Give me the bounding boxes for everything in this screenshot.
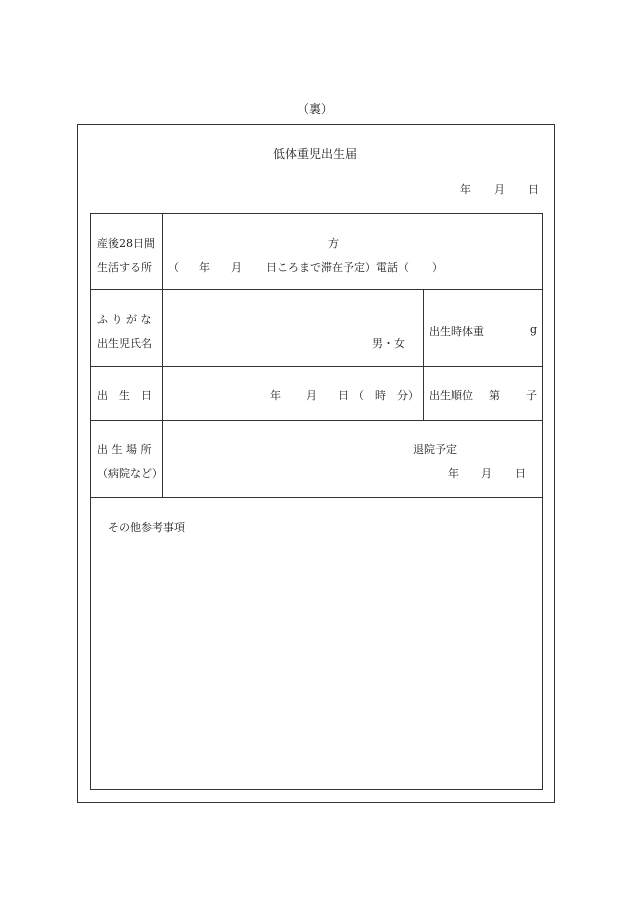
discharge-day[interactable]: 日 [515,467,526,480]
submit-date-day[interactable]: 日 [528,183,539,196]
birth-order-label: 出生順位 [429,389,473,402]
submit-date-year[interactable]: 年 [460,183,471,196]
residence-stay-year[interactable]: 年 [199,261,210,274]
name-label-line1: ふ り が な [97,313,152,326]
residence-label-line2: 生活する所 [97,261,152,274]
name-label-line2: 出生児氏名 [97,337,152,350]
row-divider [90,366,543,367]
residence-open-paren: （ [168,261,179,274]
form-title: 低体重児出生届 [272,147,357,161]
residence-label-line1: 産後28日間 [97,237,155,250]
birth-weight-unit: g [530,323,538,336]
residence-stay-month[interactable]: 月 [231,261,242,274]
place-label-line2: （病院など） [97,467,163,480]
birth-time[interactable]: （ 時 分） [353,389,419,402]
right-column-divider [423,289,424,420]
birthdate-day[interactable]: 日 [338,389,349,402]
residence-close-paren: ） [432,261,443,274]
discharge-label: 退院予定 [413,443,457,456]
birthdate-month[interactable]: 月 [306,389,317,402]
notes-field[interactable] [92,540,541,788]
residence-field[interactable] [164,214,542,288]
birth-place-field[interactable] [164,421,404,496]
sex-choice[interactable]: 男・女 [372,337,405,350]
page-side-label: （裏） [296,102,333,116]
discharge-year[interactable]: 年 [448,467,459,480]
discharge-month[interactable]: 月 [481,467,492,480]
residence-stay-text: 日ころまで滞在予定）電話（ [266,261,409,274]
place-label-line1: 出 生 場 所 [97,443,152,456]
birthdate-label: 出 生 日 [97,389,152,402]
residence-suffix: 方 [328,237,339,250]
child-name-field[interactable] [164,290,422,365]
birth-order-prefix: 第 [489,389,500,402]
label-column-divider [162,213,163,497]
row-divider [90,497,543,498]
birth-weight-label: 出生時体重 [429,325,484,338]
notes-label: その他参考事項 [108,521,185,534]
birth-order-suffix: 子 [526,389,537,402]
submit-date-month[interactable]: 月 [494,183,505,196]
birthdate-year[interactable]: 年 [270,389,281,402]
